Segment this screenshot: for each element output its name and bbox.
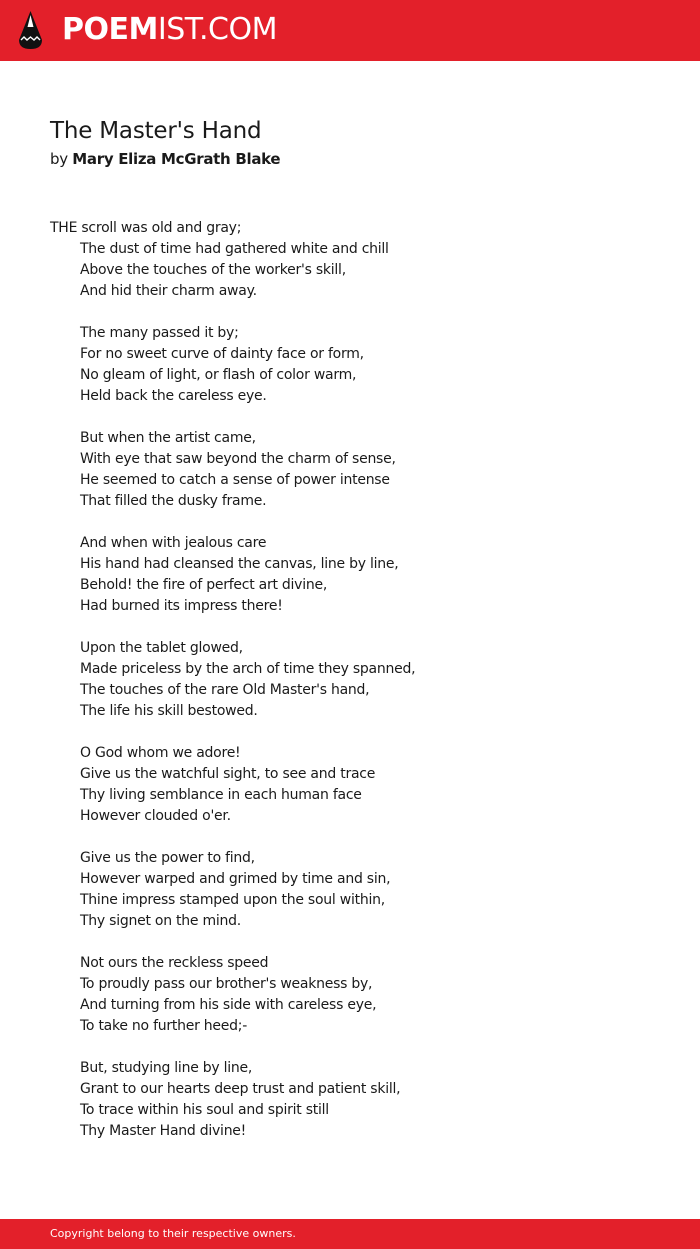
brand-bold: POEM bbox=[62, 12, 158, 47]
poem-body bbox=[50, 218, 670, 1163]
poem-stanza bbox=[50, 428, 670, 512]
poem-line: However warped and grimed by time and sin, bbox=[80, 871, 391, 887]
poem-line: Thine impress stamped upon the soul within, bbox=[80, 892, 385, 908]
poem-line: But when the artist came, bbox=[80, 430, 256, 446]
poem-line: And when with jealous care bbox=[80, 535, 267, 551]
poem-stanza bbox=[50, 638, 670, 722]
poem-line: Grant to our hearts deep trust and patient skill, bbox=[80, 1081, 401, 1097]
site-logo-text[interactable] bbox=[62, 12, 277, 48]
poem-line: That filled the dusky frame. bbox=[80, 493, 267, 509]
poem-line: Thy signet on the mind. bbox=[80, 913, 241, 929]
poem-line: His hand had cleansed the canvas, line by line, bbox=[80, 556, 399, 572]
poem-line: To take no further heed;- bbox=[80, 1018, 248, 1034]
poem-line: For no sweet curve of dainty face or form, bbox=[80, 346, 364, 362]
copyright-text: Copyright belong to their respective owners. bbox=[50, 1227, 296, 1240]
poem-line: The many passed it by; bbox=[80, 325, 239, 341]
poem-line: To trace within his soul and spirit still bbox=[80, 1102, 329, 1118]
byline-prefix: by bbox=[50, 150, 68, 168]
poem-line: Behold! the fire of perfect art divine, bbox=[80, 577, 328, 593]
poem-line: With eye that saw beyond the charm of sense, bbox=[80, 451, 396, 467]
author-name: Mary Eliza McGrath Blake bbox=[72, 150, 281, 168]
poem-line: THE scroll was old and gray; bbox=[50, 220, 242, 236]
poem-line: Above the touches of the worker's skill, bbox=[80, 262, 346, 278]
poem-line: To proudly pass our brother's weakness by, bbox=[80, 976, 373, 992]
poem-stanza bbox=[50, 323, 670, 407]
poem-line: Had burned its impress there! bbox=[80, 598, 283, 614]
poem-line: But, studying line by line, bbox=[80, 1060, 253, 1076]
poem-stanza bbox=[50, 533, 670, 617]
poem-line: Thy living semblance in each human face bbox=[80, 787, 362, 803]
poem-line: Thy Master Hand divine! bbox=[80, 1123, 247, 1139]
byline bbox=[50, 148, 650, 170]
poem-stanza bbox=[50, 953, 670, 1037]
poem-line: The dust of time had gathered white and chill bbox=[80, 241, 389, 257]
pencil-nib-icon[interactable] bbox=[17, 9, 44, 51]
poem-stanza bbox=[50, 848, 670, 932]
poem-line: No gleam of light, or flash of color warm, bbox=[80, 367, 357, 383]
footer-bar bbox=[0, 1219, 700, 1249]
poem-stanza bbox=[50, 743, 670, 827]
top-bar bbox=[0, 0, 700, 61]
poem-stanza bbox=[50, 218, 670, 302]
poem-title: The Master's Hand bbox=[50, 118, 262, 144]
poem-line: And hid their charm away. bbox=[80, 283, 257, 299]
poem-line: Give us the power to find, bbox=[80, 850, 255, 866]
poem-line: Held back the careless eye. bbox=[80, 388, 267, 404]
brand-light: IST.COM bbox=[157, 12, 277, 47]
poem-line: Upon the tablet glowed, bbox=[80, 640, 243, 656]
poem-line: Not ours the reckless speed bbox=[80, 955, 269, 971]
poem-stanza bbox=[50, 1058, 670, 1142]
poem-line: Give us the watchful sight, to see and trace bbox=[80, 766, 376, 782]
poem-line: The life his skill bestowed. bbox=[80, 703, 258, 719]
poem-line: O God whom we adore! bbox=[80, 745, 241, 761]
poem-line: And turning from his side with careless eye, bbox=[80, 997, 377, 1013]
poem-line: However clouded o'er. bbox=[80, 808, 231, 824]
poem-line: He seemed to catch a sense of power intense bbox=[80, 472, 390, 488]
poem-line: The touches of the rare Old Master's hand, bbox=[80, 682, 370, 698]
poem-line: Made priceless by the arch of time they spanned, bbox=[80, 661, 416, 677]
